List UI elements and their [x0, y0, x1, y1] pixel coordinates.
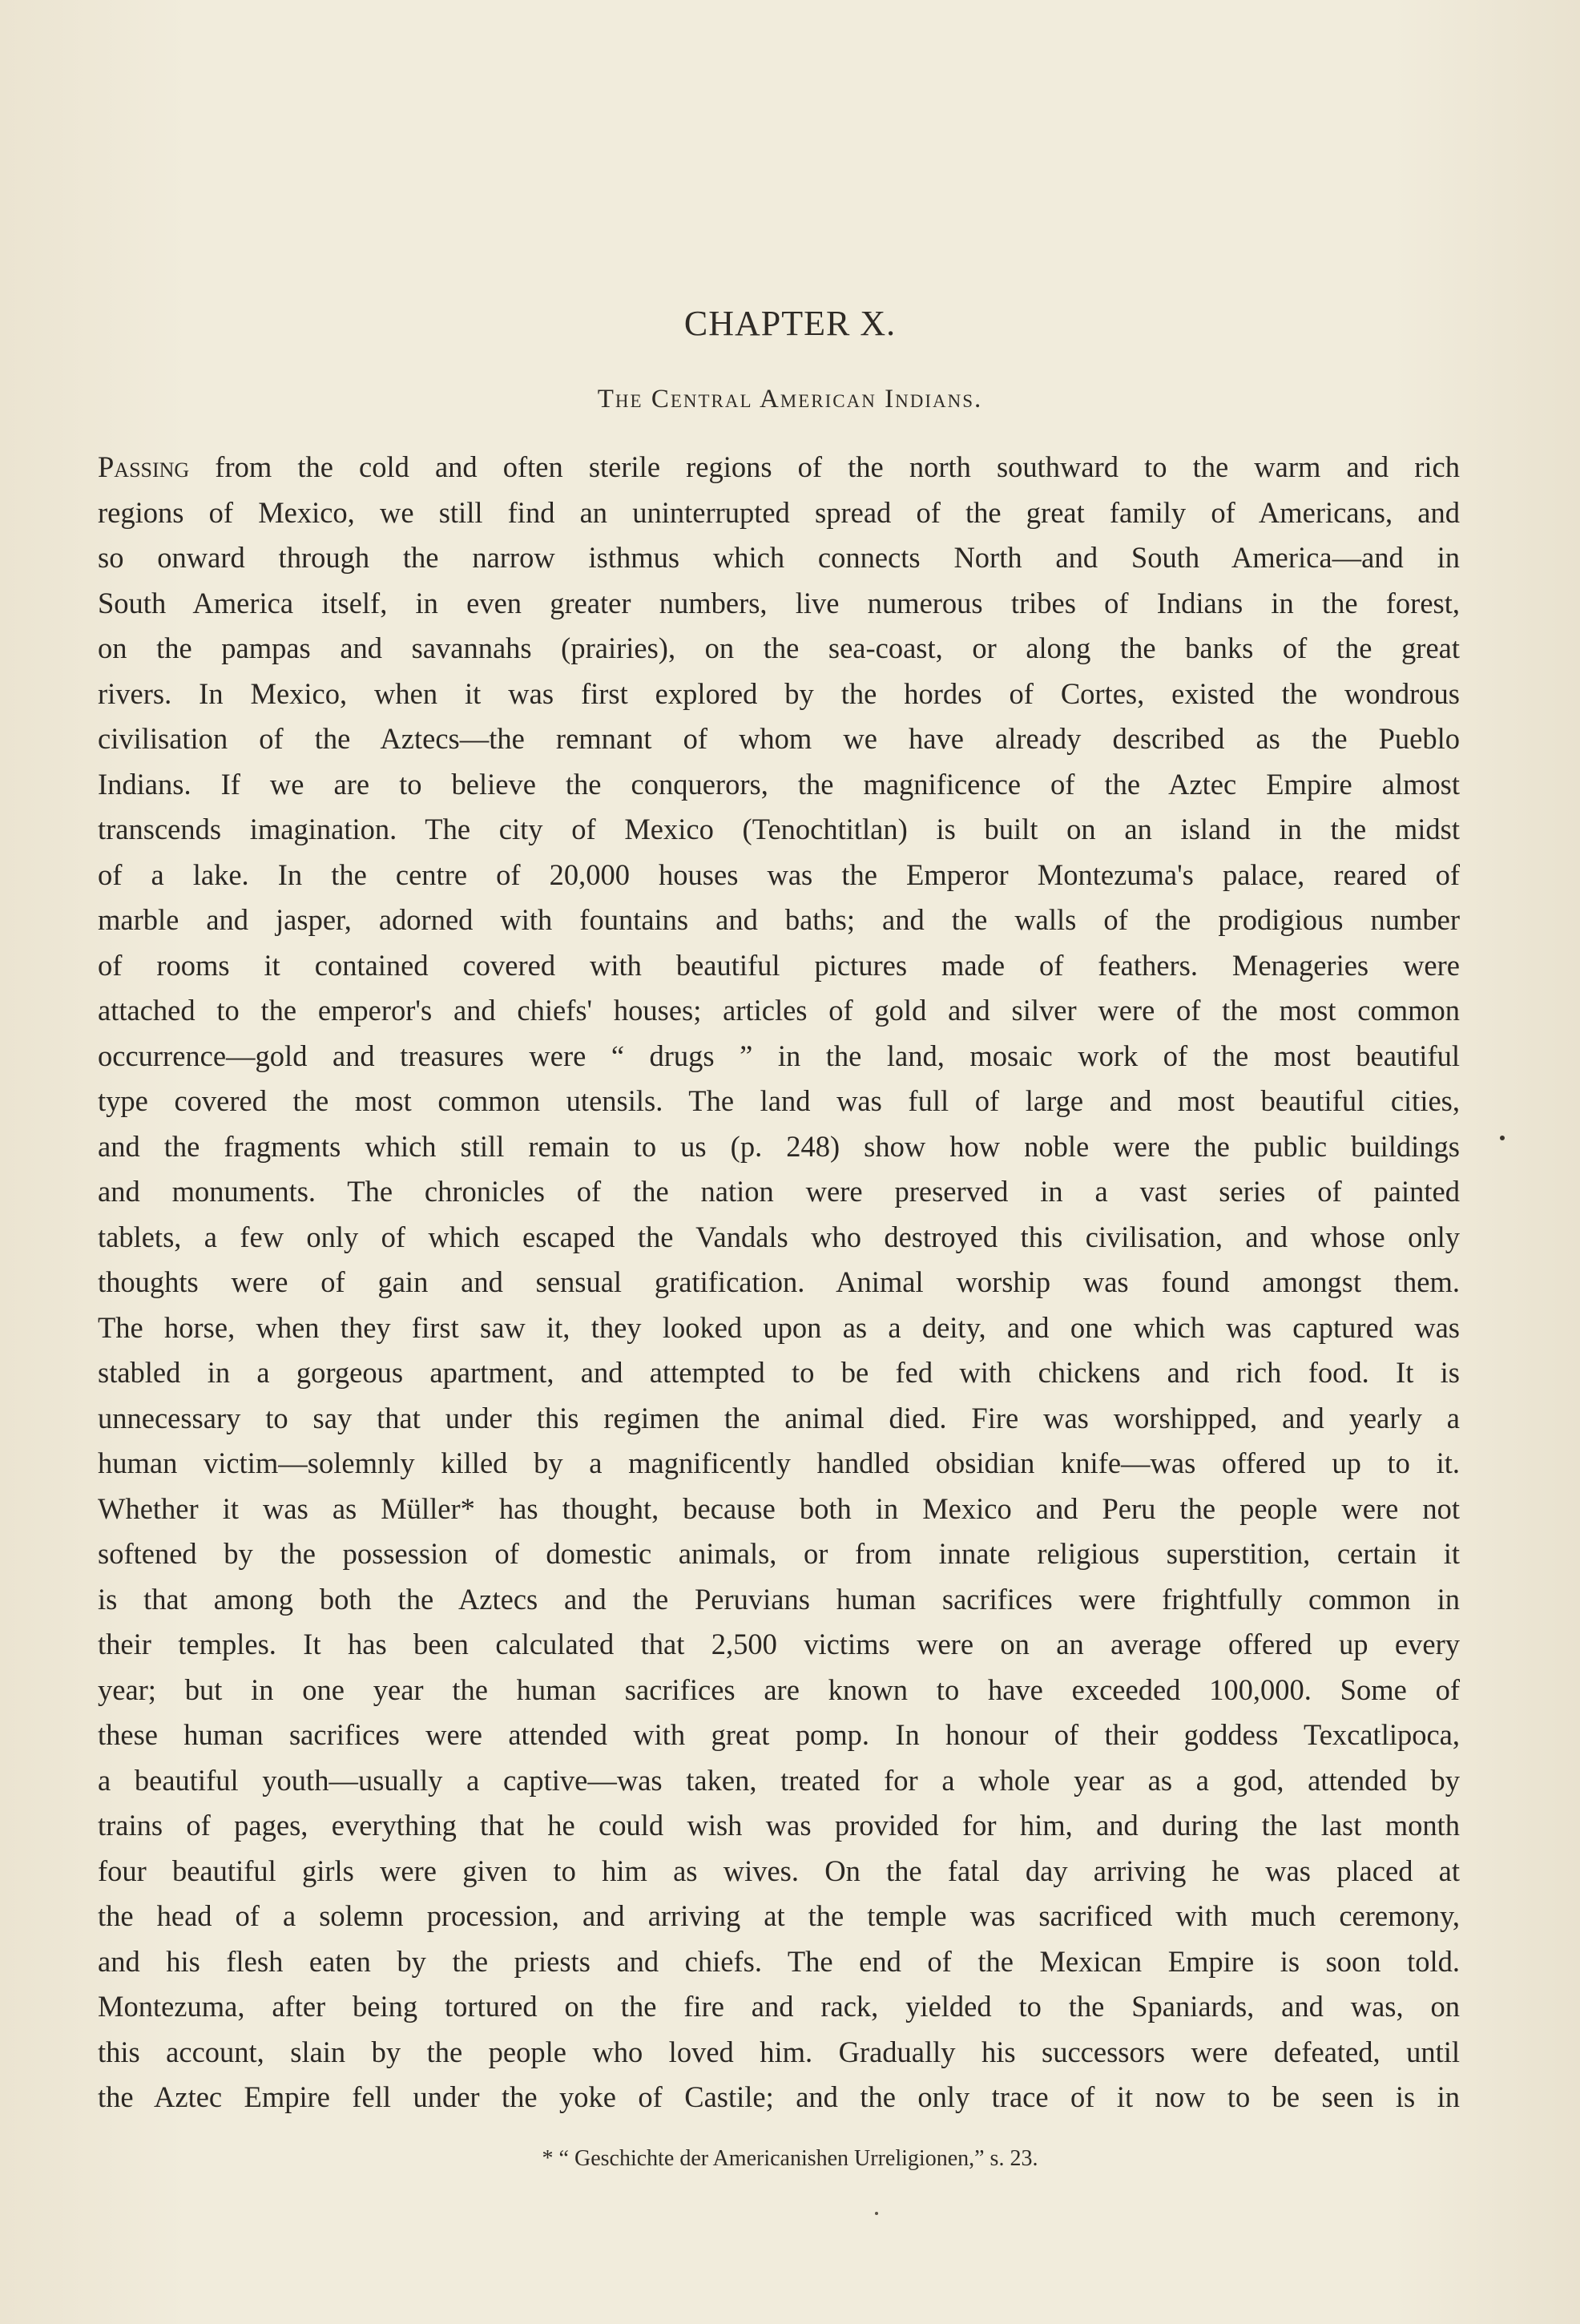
text-line: softened by the possession of domestic animals, or from innate religious superstition, certain it	[98, 1537, 1460, 1570]
text-line: the Aztec Empire fell under the yoke of Castile; and the only trace of it now to be seen is in	[98, 2080, 1460, 2113]
text-line-content: from the cold and often sterile regions of the north southward to the warm and rich	[189, 450, 1460, 483]
text-line: year; but in one year the human sacrifices are known to have exceeded 100,000. Some of	[98, 1672, 1460, 1706]
margin-mark	[1500, 1136, 1505, 1140]
text-line: occurrence—gold and treasures were “ drugs ” in the land, mosaic work of the most beautiful	[98, 1039, 1460, 1072]
text-line: a beautiful youth—usually a captive—was taken, treated for a whole year as a god, attended by	[98, 1763, 1460, 1797]
text-line: civilisation of the Aztecs—the remnant of whom we have already described as the Pueblo	[98, 722, 1460, 755]
text-line: regions of Mexico, we still find an uninterrupted spread of the great family of Americans, and	[98, 495, 1460, 529]
ink-speck	[875, 2212, 878, 2215]
text-line: the head of a solemn procession, and arriving at the temple was sacrificed with much ceremony,	[98, 1899, 1460, 1932]
chapter-subtitle: The Central American Indians.	[597, 385, 983, 414]
text-line: stabled in a gorgeous apartment, and attempted to be fed with chickens and rich food. It is	[98, 1356, 1460, 1389]
text-line: this account, slain by the people who loved him. Gradually his successors were defeated, until	[98, 2035, 1460, 2068]
text-line: of rooms it contained covered with beautiful pictures made of feathers. Menageries were	[98, 948, 1460, 982]
text-line: tablets, a few only of which escaped the Vandals who destroyed this civilisation, and whose only	[98, 1220, 1460, 1253]
text-line: and the fragments which still remain to us (p. 248) show how noble were the public buildings	[98, 1129, 1460, 1163]
text-line: and monuments. The chronicles of the nation were preserved in a vast series of painted	[98, 1175, 1460, 1208]
footnote: * “ Geschichte der Americanishen Urreligionen,” s. 23.	[542, 2146, 1038, 2171]
text-line: rivers. In Mexico, when it was first explored by the hordes of Cortes, existed the wondrous	[98, 676, 1460, 710]
text-line: is that among both the Aztecs and the Peruvians human sacrifices were frightfully common in	[98, 1582, 1460, 1616]
text-line: type covered the most common utensils. The land was full of large and most beautiful cities,	[98, 1084, 1460, 1117]
text-line: Montezuma, after being tortured on the fire and rack, yielded to the Spaniards, and was, on	[98, 1990, 1460, 2023]
opening-word: Passing	[98, 450, 190, 483]
text-line: thoughts were of gain and sensual gratification. Animal worship was found amongst them.	[98, 1265, 1460, 1298]
text-line: on the pampas and savannahs (prairies), on the sea-coast, or along the banks of the great	[98, 631, 1460, 664]
text-line: so onward through the narrow isthmus which connects North and South America—and in	[98, 541, 1460, 574]
chapter-title: CHAPTER X.	[683, 304, 897, 343]
text-line: South America itself, in even greater numbers, live numerous tribes of Indians in the forest,	[98, 586, 1460, 619]
text-line: Indians. If we are to believe the conquerors, the magnificence of the Aztec Empire almost	[98, 767, 1460, 801]
text-line: human victim—solemnly killed by a magnificently handled obsidian knife—was offered up to it.	[98, 1446, 1460, 1479]
text-line: these human sacrifices were attended with great pomp. In honour of their goddess Texcatlipoca,	[98, 1718, 1460, 1751]
text-line: Whether it was as Müller* has thought, because both in Mexico and Peru the people were not	[98, 1491, 1460, 1525]
text-line: attached to the emperor's and chiefs' houses; articles of gold and silver were of the most common	[98, 994, 1460, 1027]
text-line: transcends imagination. The city of Mexico (Tenochtitlan) is built on an island in the midst	[98, 813, 1460, 845]
body-text	[98, 445, 1460, 2120]
text-line: marble and jasper, adorned with fountains and baths; and the walls of the prodigious number	[98, 903, 1460, 936]
text-line: of a lake. In the centre of 20,000 houses was the Emperor Montezuma's palace, reared of	[98, 857, 1460, 891]
text-line: trains of pages, everything that he could wish was provided for him, and during the last month	[98, 1809, 1460, 1842]
text-line: their temples. It has been calculated that 2,500 victims were on an average offered up every	[98, 1628, 1460, 1660]
text-line: four beautiful girls were given to him as wives. On the fatal day arriving he was placed at	[98, 1854, 1460, 1887]
text-line: unnecessary to say that under this regimen the animal died. Fire was worshipped, and yearly a	[98, 1401, 1460, 1434]
text-line: and his flesh eaten by the priests and chiefs. The end of the Mexican Empire is soon told.	[98, 1944, 1460, 1978]
text-line: The horse, when they first saw it, they looked upon as a deity, and one which was captured was	[98, 1310, 1460, 1344]
text-line	[98, 445, 1460, 490]
